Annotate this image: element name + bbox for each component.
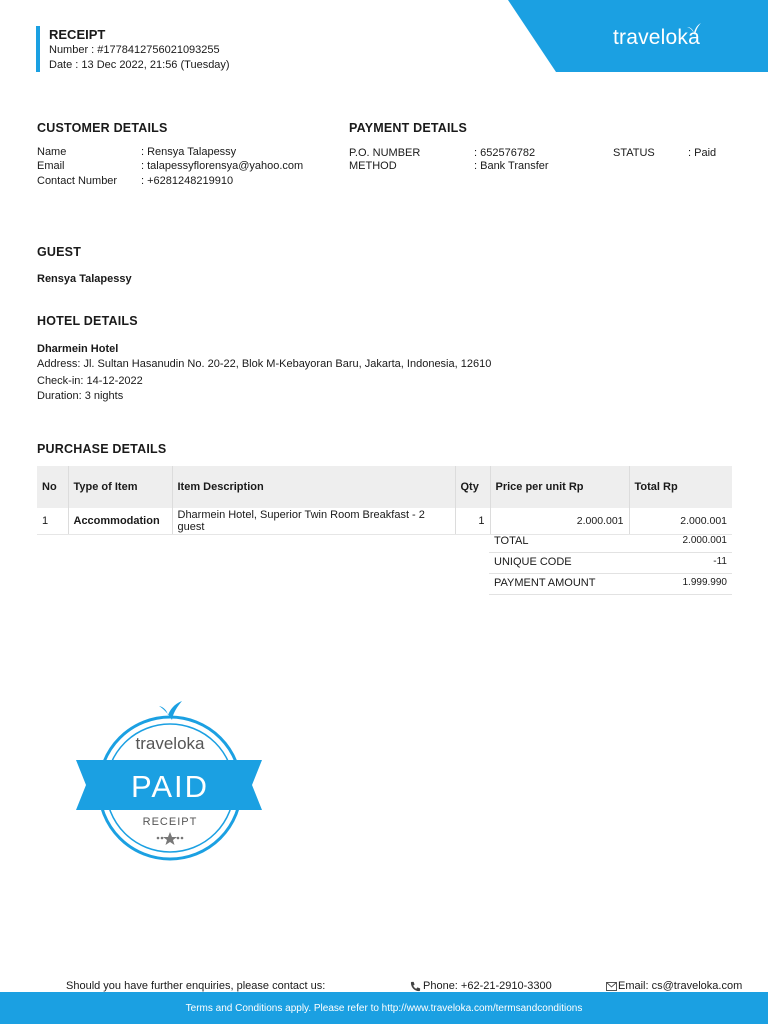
summary-unique-code-label: UNIQUE CODE (494, 556, 572, 568)
purchase-header-row (37, 466, 732, 508)
col-header-total: Total Rp (629, 466, 732, 508)
customer-details-title: CUSTOMER DETAILS (37, 121, 168, 135)
col-header-price: Price per unit Rp (490, 466, 629, 508)
hotel-details-title: HOTEL DETAILS (37, 314, 138, 328)
receipt-title: RECEIPT (49, 27, 106, 42)
purchase-table (37, 466, 732, 535)
receipt-number: Number : #177841275602109325​5 (49, 44, 220, 56)
purchase-details-title: PURCHASE DETAILS (37, 442, 167, 456)
row-total: 2.000.001 (629, 508, 732, 535)
col-header-no: No (37, 466, 68, 508)
customer-name-value: : Rensya Talapessy (141, 146, 237, 158)
customer-contact-value: : +6281248219910 (141, 175, 234, 187)
footer-terms-link[interactable]: Terms and Conditions apply. Please refer to http://www.traveloka.com/termsandconditions (185, 1003, 583, 1014)
summary-payment-amount-value: 1.999.990 (682, 577, 727, 588)
payment-details-title: PAYMENT DETAILS (349, 121, 468, 135)
header-accent-bar (36, 26, 40, 72)
col-header-type: Type of Item (68, 466, 172, 508)
po-number-value: : 652576782 (474, 147, 536, 159)
row-price: 2.000.001 (490, 508, 629, 535)
summary-payment-amount-label: PAYMENT AMOUNT (494, 577, 596, 589)
summary-unique-code-row (489, 552, 732, 574)
guest-title: GUEST (37, 245, 82, 259)
stamp-receipt-text: RECEIPT (142, 816, 198, 828)
bird-logo-icon (686, 21, 702, 37)
guest-name: Rensya Talapessy (37, 273, 132, 285)
brand-logo-text: traveloka (612, 26, 700, 49)
summary-total-value: 2.000.001 (682, 535, 727, 546)
hotel-duration: Duration: 3 nights (37, 390, 124, 402)
customer-email-value: : talapessyflorensya@yahoo.com (141, 160, 304, 172)
customer-name-label: Name (37, 146, 67, 158)
po-number-label: P.O. NUMBER (349, 147, 421, 159)
summary-unique-code-value: -11 (713, 556, 727, 567)
row-description: Dharmein Hotel, Superior Twin Room Breakfast - 2 guest (172, 508, 455, 535)
email-icon (606, 982, 617, 991)
row-type: Accommodation (68, 508, 172, 535)
hotel-checkin: Check-in: 14-12-2022 (37, 375, 143, 387)
paid-stamp (76, 698, 266, 863)
footer-email[interactable]: Email: cs@traveloka.com (618, 980, 743, 992)
receipt-date: Date : 13 Dec 2022, 21:56 (Tuesday) (49, 59, 230, 71)
row-no: 1 (37, 508, 68, 535)
footer-enquiry-text: Should you have further enquiries, please contact us: (66, 980, 326, 992)
summary-payment-amount-row (489, 573, 732, 595)
row-qty: 1 (455, 508, 490, 535)
payment-status-value: : Paid (688, 147, 717, 159)
footer-phone[interactable]: Phone: +62-21-2910-3300 (423, 980, 552, 992)
col-header-description: Item Description (172, 466, 455, 508)
stamp-stars (157, 832, 184, 845)
stamp-brand-text: traveloka (135, 734, 205, 753)
customer-contact-label: Contact Number (37, 175, 118, 187)
summary-total-label: TOTAL (494, 535, 529, 547)
summary-total-row (489, 531, 732, 553)
payment-method-value: : Bank Transfer (474, 160, 549, 172)
customer-email-label: Email (37, 160, 65, 172)
hotel-name: Dharmein Hotel (37, 343, 119, 355)
payment-status-label: STATUS (613, 147, 655, 159)
col-header-qty: Qty (455, 466, 490, 508)
stamp-paid-text: PAID (130, 769, 210, 804)
phone-icon (410, 981, 421, 992)
payment-method-label: METHOD (349, 160, 397, 172)
hotel-address: Address: Jl. Sultan Hasanudin No. 20-22, Blok M-Kebayoran Baru, Jakarta, Indonesia, 12610 (37, 358, 492, 370)
